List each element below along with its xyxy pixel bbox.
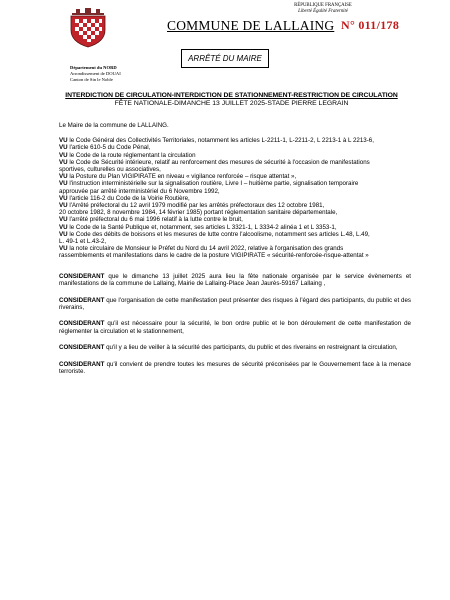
considerant-clause bbox=[59, 273, 411, 287]
clause-keyword: VU bbox=[59, 173, 68, 181]
intro-line: Le Maire de la commune de LALLAING. bbox=[59, 122, 169, 129]
clause-text: le Code de la Santé Publique et, notamment, ses articles L 3321-1, L 3334-2 alinéa 1 et L 3353-1, bbox=[67, 223, 337, 231]
clause-keyword: VU bbox=[59, 158, 68, 166]
vu-clause bbox=[59, 238, 411, 245]
clause-keyword: CONSIDERANT bbox=[59, 344, 105, 352]
admin-line: Arrondissement de DOUAI bbox=[70, 70, 121, 76]
clause-text: le Code des débits de boissons et les mesures de lutte contre l'alcoolisme, notamment ses articles L.48, L.49, bbox=[67, 230, 370, 238]
clause-keyword: CONSIDERANT bbox=[59, 296, 105, 304]
arrete-number: N° 011/178 bbox=[341, 18, 400, 32]
clause-text: le Code Général des Collectivités Territoriales, notamment les articles L-2211-1, L-2211-2, L 2213-1 à L 2213-6, bbox=[67, 137, 374, 145]
clause-keyword: CONSIDERANT bbox=[59, 320, 105, 328]
commune-crest-icon bbox=[66, 3, 110, 49]
clause-text: rassemblements et manifestations dans le cadre de la posture VIGIPIRATE « sécurité-renforcée-risque-attentat » bbox=[59, 252, 369, 260]
admin-block bbox=[70, 65, 121, 82]
considerant-list bbox=[59, 273, 411, 376]
vu-clause bbox=[59, 231, 411, 238]
clause-text: L. 49-1 et L.43-2, bbox=[59, 238, 107, 246]
clause-text: que le dimanche 13 juillet 2025 aura lieu la fête nationale organisée par le service évènements et manifestations de la commune de Lallaing, Mairie de Lallaing-Place Jean Jaurès-59167 Lallaing , bbox=[59, 272, 411, 287]
clause-keyword: VU bbox=[59, 202, 68, 210]
clause-keyword: VU bbox=[59, 245, 68, 253]
clause-keyword: VU bbox=[59, 137, 68, 145]
considerant-clause bbox=[59, 297, 411, 311]
admin-line: Département du NORD bbox=[70, 65, 117, 70]
clause-text: qu'il est nécessaire pour la sécurité, le bon ordre public et le bon déroulement de cette manifestation de réglementer la circulation et le stationnement, bbox=[59, 320, 411, 335]
vu-clause bbox=[59, 173, 411, 180]
considerant-clause bbox=[59, 361, 411, 375]
clause-text: l'article 116-2 du Code de la Voirie Routière, bbox=[67, 194, 190, 202]
clause-text: l'instruction interministérielle sur la signalisation routière, Livre I – huitième partie, signalisation temporaire bbox=[67, 180, 359, 188]
vu-clause bbox=[59, 152, 411, 159]
republic-label: RÉPUBLIQUE FRANÇAISE bbox=[294, 3, 352, 8]
vu-clause bbox=[59, 252, 411, 259]
vu-clause bbox=[59, 144, 411, 151]
commune-title: COMMUNE DE LALLAING bbox=[167, 18, 335, 33]
clause-text: l'article 610-5 du Code Pénal, bbox=[67, 144, 151, 152]
clause-text: le Code de la route réglementant la circulation bbox=[67, 151, 196, 159]
document-body bbox=[59, 122, 411, 385]
vu-list bbox=[59, 137, 411, 259]
vu-clause bbox=[59, 202, 411, 209]
clause-keyword: VU bbox=[59, 151, 68, 159]
vu-clause bbox=[59, 159, 411, 166]
clause-keyword: VU bbox=[59, 216, 68, 224]
title-block bbox=[60, 92, 403, 107]
clause-text: la Posture du Plan VIGIPIRATE en niveau « vigilance renforcée – risque attentat », bbox=[67, 173, 297, 181]
vu-clause bbox=[59, 224, 411, 231]
vu-clause bbox=[59, 216, 411, 223]
clause-keyword: VU bbox=[59, 194, 68, 202]
clause-text: la note circulaire de Monsieur le Préfet du Nord du 14 avril 2022, relative à l'organisation des grands bbox=[67, 245, 344, 253]
clause-text: le Code de Sécurité intérieure, relatif au renforcement des mesures de sécurité à l'occasion de manifestations bbox=[67, 158, 370, 166]
arrete-type-box: ARRÊTÉ DU MAIRE bbox=[181, 49, 269, 68]
document-subtitle: FÊTE NATIONALE-DIMANCHE 13 JUILLET 2025-STADE PIERRE LEGRAIN bbox=[114, 100, 349, 107]
admin-line: Canton de Sin le Noble bbox=[70, 76, 113, 82]
vu-clause bbox=[59, 166, 411, 173]
clause-keyword: VU bbox=[59, 180, 68, 188]
document-title: INTERDICTION DE CIRCULATION-INTERDICTION DE STATIONNEMENT-RESTRICTION DE CIRCULATION bbox=[65, 92, 398, 99]
clause-text: 20 octobre 1982, 8 novembre 1984, 14 février 1985) portant réglementation sanitaire départementale, bbox=[59, 209, 338, 217]
vu-clause bbox=[59, 209, 411, 216]
clause-keyword: CONSIDERANT bbox=[59, 272, 105, 280]
considerant-clause bbox=[59, 320, 411, 334]
clause-text: l'arrêté préfectoral du 6 mai 1996 relatif à la lutte contre le bruit, bbox=[67, 216, 243, 224]
vu-clause bbox=[59, 137, 411, 144]
vu-clause bbox=[59, 245, 411, 252]
vu-clause bbox=[59, 180, 411, 187]
clause-keyword: CONSIDERANT bbox=[59, 361, 105, 369]
clause-text: l'Arrêté préfectoral du 12 avril 1979 modifié par les arrêtés préfectoraux des 12 octobre 1981, bbox=[67, 202, 325, 210]
vu-clause bbox=[59, 188, 411, 195]
clause-text: qu'il convient de prendre toutes les mesures de sécurité préconisées par le Gouvernement face à la menace terroriste. bbox=[59, 361, 411, 376]
republic-block bbox=[278, 3, 368, 15]
clause-text: que l'organisation de cette manifestation peut présenter des risques à l'égard des participants, du public et des riverains, bbox=[59, 296, 411, 311]
clause-text: approuvée par arrêté interministériel du 6 Novembre 1992, bbox=[59, 187, 220, 195]
clause-text: sportives, culturelles ou associatives, bbox=[59, 166, 161, 174]
clause-keyword: VU bbox=[59, 144, 68, 152]
considerant-clause bbox=[59, 344, 411, 351]
section-gap bbox=[59, 260, 411, 273]
vu-clause bbox=[59, 195, 411, 202]
republic-motto: Liberté Égalité Fraternité bbox=[298, 9, 348, 14]
clause-keyword: VU bbox=[59, 230, 68, 238]
clause-keyword: VU bbox=[59, 223, 68, 231]
clause-text: qu'il y a lieu de veiller à la sécurité des participants, du public et des riverains en restreignant la circulation, bbox=[104, 344, 398, 352]
